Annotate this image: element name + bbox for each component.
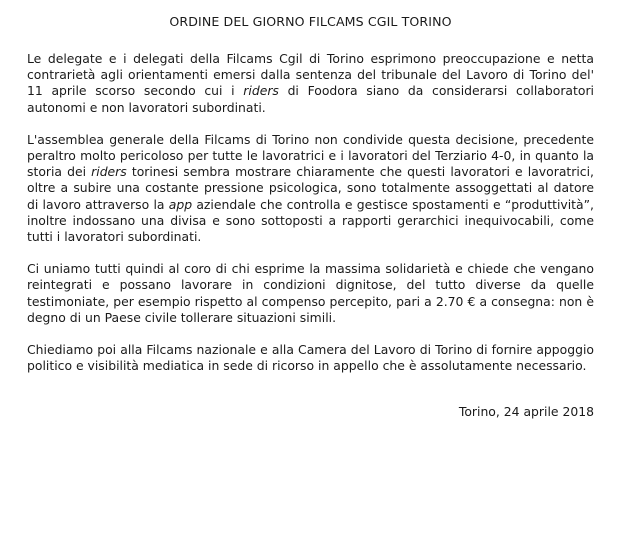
paragraph-1 (27, 51, 594, 116)
paragraph-2 (27, 132, 594, 245)
paragraph-4 (27, 342, 594, 374)
paragraph-text: L'assemblea generale della Filcams di Torino non condivide questa decisione, precedente peraltro molto pericoloso per tutte le lavoratrici e i lavoratori del Terziario 4-0, in quanto la storia dei (27, 131, 594, 180)
italic-term: riders (91, 164, 127, 180)
paragraph-text: di Foodora siano da considerarsi collaboratori autonomi e non lavoratori subordinati. (27, 83, 594, 115)
italic-term: app (168, 196, 193, 212)
paragraph-text: Chiediamo poi alla Filcams nazionale e alla Camera del Lavoro di Torino di fornire appoggio politico e visibilità mediatica in sede di ricorso in appello che è assolutamente necessario. (27, 342, 594, 374)
paragraph-text: aziendale che controlla e gestisce spostamenti e “produttività”, inoltre indossano una divisa e sono sottoposti a rapporti gerarchici inequivocabili, come tutti i lavoratori subordinati. (27, 196, 594, 245)
signature-place-date: Torino, 24 aprile 2018 (458, 404, 594, 420)
paragraph-text: Le delegate e i delegati della Filcams Cgil di Torino esprimono preoccupazione e netta contrarietà agli orientamenti emersi dalla sentenza del tribunale del Lavoro di Torino del' 11 aprile scorso secondo cui i (27, 51, 594, 99)
paragraph-text: torinesi sembra mostrare chiaramente che questi lavoratori e lavoratrici, oltre a subire una costante pressione psicologica, sono totalmente assoggettati al datore di lavoro attraverso la (27, 164, 594, 212)
paragraph-3 (27, 261, 594, 326)
paragraph-text: Ci uniamo tutti quindi al coro di chi esprime la massima solidarietà e chiede che vengano reintegrati e possano lavorare in condizioni dignitose, del tutto diverse da quelle testimoniate, per esempio rispetto al compenso percepito, pari a 2.70 € a consegna: non è degno di un Paese civile tollerare situazioni simili. (27, 261, 594, 325)
italic-term: riders (243, 83, 279, 99)
document-title: ORDINE DEL GIORNO FILCAMS CGIL TORINO (169, 14, 452, 29)
